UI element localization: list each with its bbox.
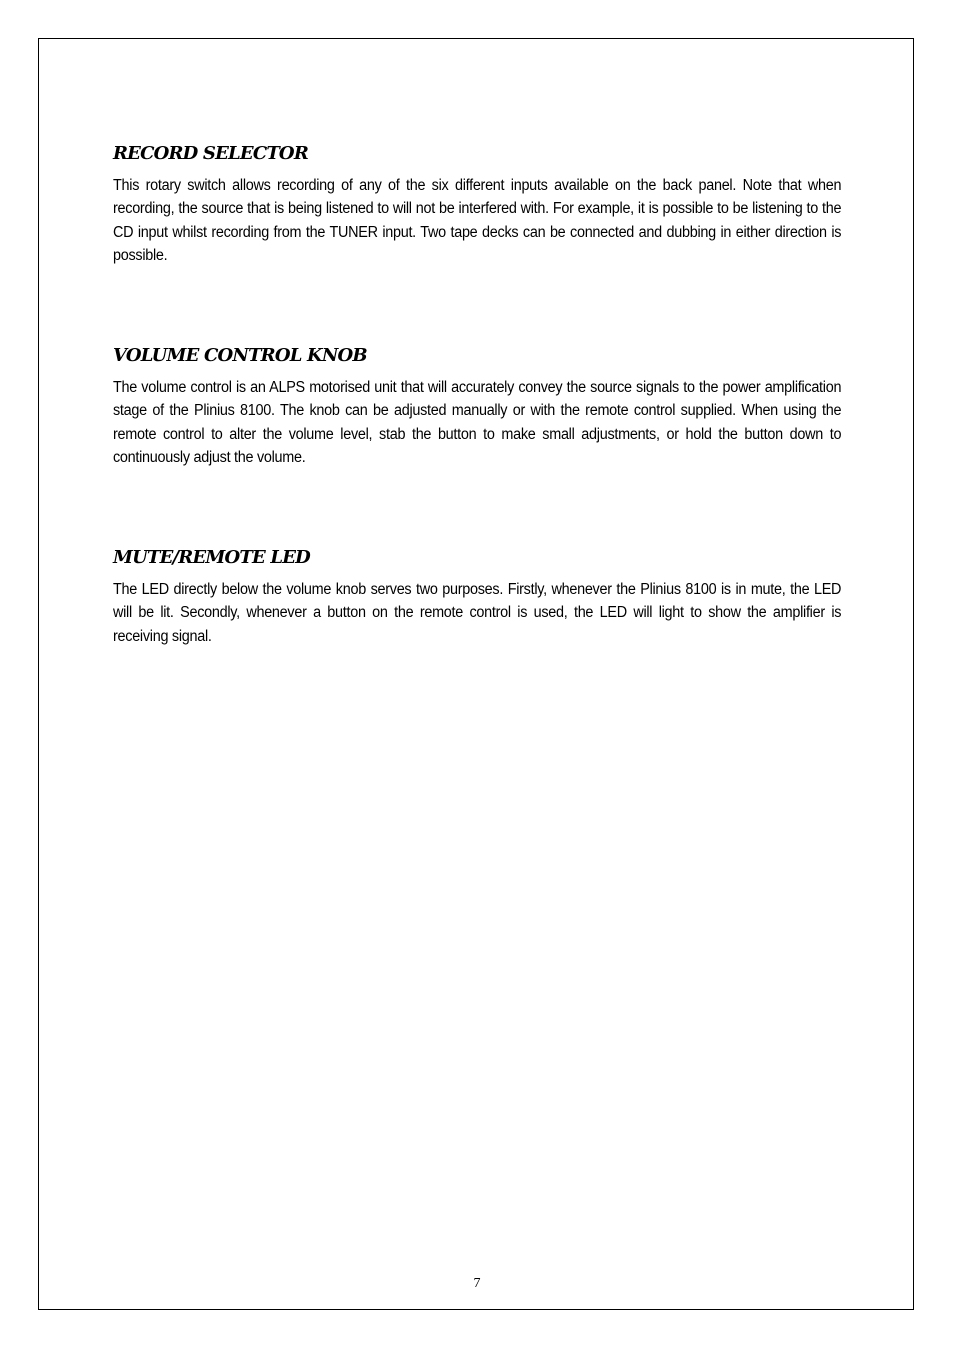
section-body: The LED directly below the volume knob serves two purposes. Firstly, whenever the Plinius 8100 is in mute, the LED will be lit. Secondly, whenever a button on the remote control is used, the LED will light to show the amplifier is receiving signal.: [113, 581, 842, 645]
page-number: 7: [473, 1276, 481, 1291]
section-mute-remote-led: [113, 546, 841, 648]
section-record-selector: [113, 142, 841, 267]
section-heading: RECORD SELECTOR: [113, 143, 308, 164]
section-heading: VOLUME CONTROL KNOB: [113, 345, 367, 366]
section-body: This rotary switch allows recording of any of the six different inputs available on the back panel. Note that when recording, the source that is being listened to will not be interfered with. For example, it is possible to be listening to the CD input whilst recording from the TUNER input. Two tape decks can be connected and dubbing in either direction is possible.: [113, 177, 842, 264]
section-heading: MUTE/REMOTE LED: [113, 547, 310, 568]
section-body: The volume control is an ALPS motorised unit that will accurately convey the source signals to the power amplification stage of the Plinius 8100. The knob can be adjusted manually or with the remote control supplied. When using the remote control to alter the volume level, stab the button to make small adjustments, or hold the button down to continuously adjust the volume.: [113, 379, 842, 466]
section-volume-control-knob: [113, 344, 841, 469]
